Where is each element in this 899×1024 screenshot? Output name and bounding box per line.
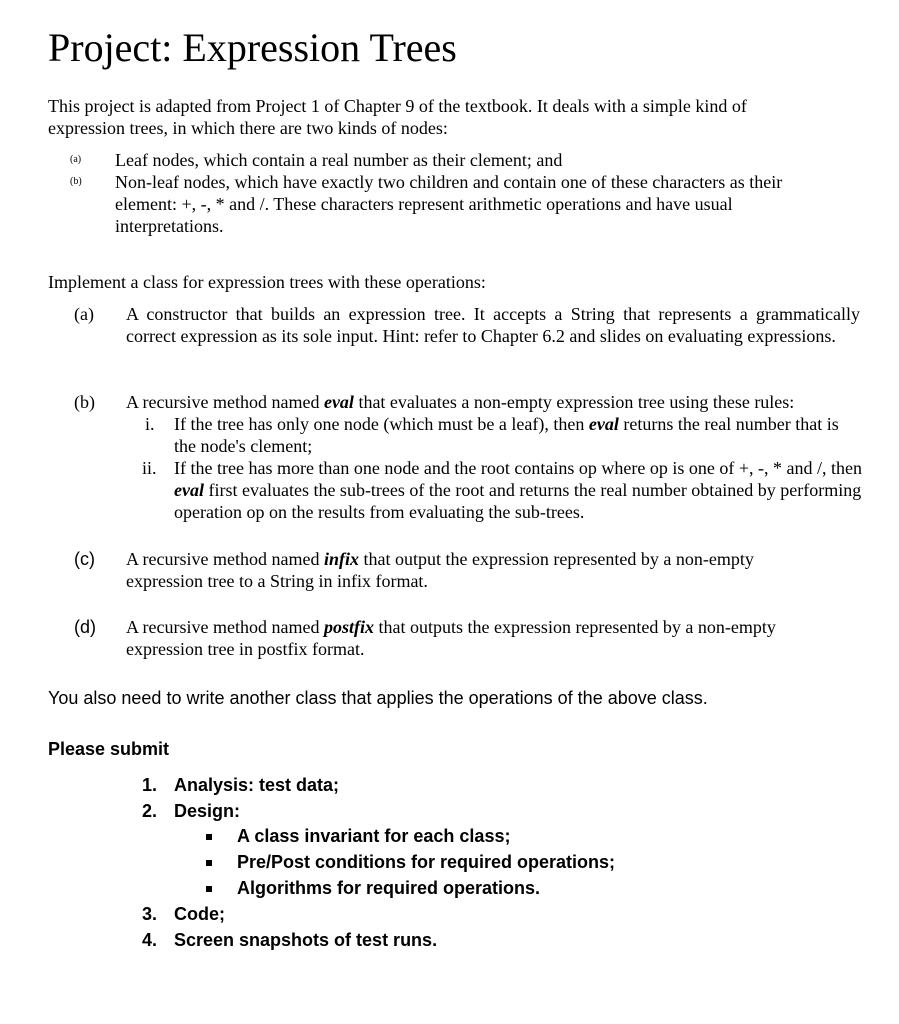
submit-num-4: 4. — [142, 930, 158, 950]
node-kind-label-b: (b) — [70, 176, 82, 187]
submit-num-3: 3. — [142, 904, 158, 924]
op-label-c: (c) — [74, 549, 95, 569]
rule-text-ii: If the tree has more than one node and the root contains op where op is one of +, -, * and /, then eval first evaluates the sub-trees of the root and returns the real number obtained by performing operation op on the results from evaluating the sub-trees. — [174, 458, 862, 522]
op-text-b: A recursive method named eval that evaluates a non-empty expression tree using these rules: — [126, 392, 795, 412]
bullet-square-icon — [206, 834, 212, 840]
submit-num-2: 2. — [142, 801, 158, 821]
node-kind-label-a: (a) — [70, 154, 82, 165]
keyword-infix: infix — [323, 549, 359, 569]
implement-intro: Implement a class for expression trees with these operations: — [48, 272, 486, 292]
submit-heading: Please submit — [48, 739, 170, 759]
node-kind-text-b: Non-leaf nodes, which have exactly two children and contain one of these characters as their element: +, -, * and /. These characters represent arithmetic operations and have usual interpretations. — [115, 172, 783, 236]
keyword-eval: eval — [588, 414, 619, 434]
rule-label-ii: ii. — [142, 458, 157, 478]
op-label-b: (b) — [74, 392, 95, 412]
design-item-3: Algorithms for required operations. — [237, 878, 541, 898]
bullet-square-icon — [206, 860, 212, 866]
intro-paragraph: This project is adapted from Project 1 of Chapter 9 of the textbook. It deals with a simple kind of expression trees, in which there are two kinds of nodes: — [48, 96, 747, 138]
bullet-square-icon — [206, 886, 212, 892]
rule-label-i: i. — [145, 414, 155, 434]
submit-item-1: Analysis: test data; — [174, 775, 340, 795]
op-text-c: A recursive method named infix that output the expression represented by a non-empty expression tree to a String in infix format. — [126, 549, 754, 591]
submit-item-4: Screen snapshots of test runs. — [174, 930, 438, 950]
op-text-a: A constructor that builds an expression tree. It accepts a String that represents a grammatically correct expression as its sole input. Hint: refer to Chapter 6.2 and slides on evaluating expressions. — [126, 304, 860, 346]
op-label-d: (d) — [74, 617, 96, 637]
also-note: You also need to write another class that applies the operations of the above class. — [48, 688, 708, 708]
submit-num-1: 1. — [142, 775, 158, 795]
op-text-d: A recursive method named postfix that outputs the expression represented by a non-empty expression tree in postfix format. — [126, 617, 776, 659]
submit-item-2: Design: — [174, 801, 241, 821]
design-item-2: Pre/Post conditions for required operations; — [237, 852, 616, 872]
design-item-1: A class invariant for each class; — [237, 826, 511, 846]
node-kind-text-a: Leaf nodes, which contain a real number as their clement; and — [115, 150, 563, 170]
keyword-eval: eval — [174, 480, 204, 500]
submit-item-3: Code; — [174, 904, 225, 924]
page-title: Project: Expression Trees — [48, 25, 457, 70]
op-label-a: (a) — [74, 304, 94, 324]
keyword-postfix: postfix — [323, 617, 374, 637]
rule-text-i: If the tree has only one node (which must be a leaf), then eval returns the real number that is the node's clement; — [174, 414, 839, 456]
keyword-eval: eval — [323, 392, 354, 412]
